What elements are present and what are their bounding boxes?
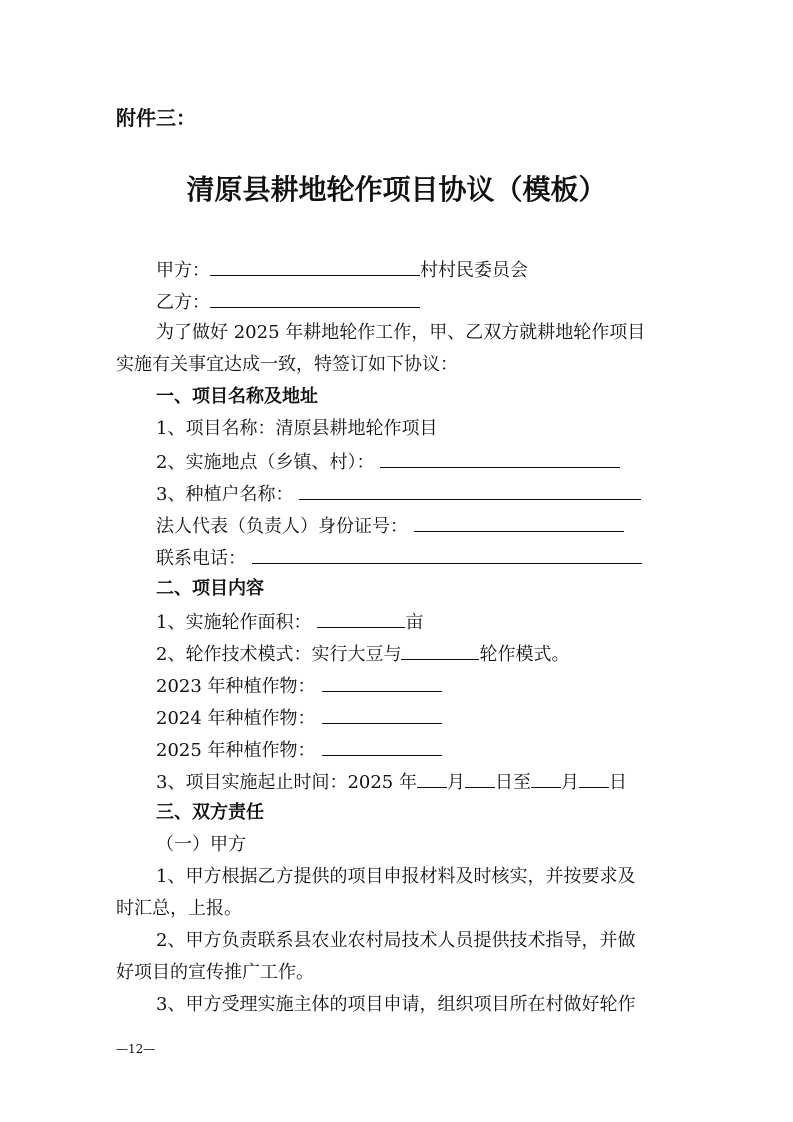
grower-blank[interactable] xyxy=(299,481,641,500)
area-blank[interactable] xyxy=(317,609,405,628)
area-line xyxy=(156,609,423,635)
intro-line-2: 实施有关事宜达成一致，特签订如下协议： xyxy=(116,354,458,375)
party-a-subheading: （一）甲方 xyxy=(156,834,246,855)
party-a-blank[interactable] xyxy=(210,257,420,276)
duty-2-line-2: 好项目的宣传推广工作。 xyxy=(116,962,314,983)
period-label: 3、项目实施起止时间：2025 年 xyxy=(156,772,417,793)
end-day-blank[interactable] xyxy=(579,769,609,788)
crop-2025-label: 2025 年种植作物： xyxy=(156,740,316,761)
party-a-label: 甲方： xyxy=(156,260,210,281)
party-b-label: 乙方： xyxy=(156,292,210,313)
crop-2024-label: 2024 年种植作物： xyxy=(156,708,316,729)
duty-2-line-1: 2、甲方负责联系县农业农村局技术人员提供技术指导，并做 xyxy=(156,930,636,951)
mode-label: 2、轮作技术模式：实行大豆与 xyxy=(156,644,402,665)
mode-blank[interactable] xyxy=(401,641,479,660)
location-blank[interactable] xyxy=(380,449,620,468)
crop-2023-label: 2023 年种植作物： xyxy=(156,676,316,697)
day-label: 日 xyxy=(608,772,627,793)
duty-1-line-1: 1、甲方根据乙方提供的项目申报材料及时核实，并按要求及 xyxy=(156,866,636,887)
page-title: 清原县耕地轮作项目协议（模板） xyxy=(186,173,607,206)
day-to-label: 日至 xyxy=(494,772,531,793)
phone-blank[interactable] xyxy=(252,545,642,564)
crop-2025-line xyxy=(156,737,442,763)
phone-line xyxy=(156,545,642,571)
legal-rep-blank[interactable] xyxy=(414,513,624,532)
start-day-blank[interactable] xyxy=(465,769,495,788)
party-a-suffix: 村村民委员会 xyxy=(420,260,528,281)
end-month-blank[interactable] xyxy=(531,769,561,788)
mode-line xyxy=(156,641,569,667)
crop-2024-blank[interactable] xyxy=(322,705,442,724)
location-label: 2、实施地点（乡镇、村）： xyxy=(156,452,375,473)
duty-3-line-1: 3、甲方受理实施主体的项目申请，组织项目所在村做好轮作 xyxy=(156,994,636,1015)
grower-label: 3、种植户名称： xyxy=(156,484,294,505)
section2-heading: 二、项目内容 xyxy=(156,578,264,599)
intro-line-1: 为了做好 2025 年耕地轮作工作，甲、乙双方就耕地轮作项目 xyxy=(156,322,646,343)
section1-heading: 一、项目名称及地址 xyxy=(156,386,318,407)
party-b-blank[interactable] xyxy=(210,289,420,308)
mode-suffix: 轮作模式。 xyxy=(479,644,570,665)
party-a-line xyxy=(156,257,528,283)
legal-rep-label: 法人代表（负责人）身份证号： xyxy=(156,516,408,537)
duty-1-line-2: 时汇总，上报。 xyxy=(116,898,242,919)
crop-2024-line xyxy=(156,705,442,731)
legal-rep-line xyxy=(156,513,624,539)
crop-2023-blank[interactable] xyxy=(322,673,442,692)
section3-heading: 三、双方责任 xyxy=(156,802,264,823)
page-number: —12— xyxy=(116,1042,156,1056)
area-unit: 亩 xyxy=(405,612,424,633)
month-label: 月 xyxy=(446,772,465,793)
party-b-line xyxy=(156,289,420,315)
month2-label: 月 xyxy=(560,772,579,793)
grower-line xyxy=(156,481,641,507)
area-label: 1、实施轮作面积： xyxy=(156,612,312,633)
annex-label: 附件三： xyxy=(116,106,196,130)
crop-2025-blank[interactable] xyxy=(322,737,442,756)
phone-label: 联系电话： xyxy=(156,548,246,569)
period-line xyxy=(156,769,627,795)
start-month-blank[interactable] xyxy=(417,769,447,788)
project-name: 1、项目名称：清原县耕地轮作项目 xyxy=(156,418,438,439)
crop-2023-line xyxy=(156,673,442,699)
location-line xyxy=(156,449,620,475)
